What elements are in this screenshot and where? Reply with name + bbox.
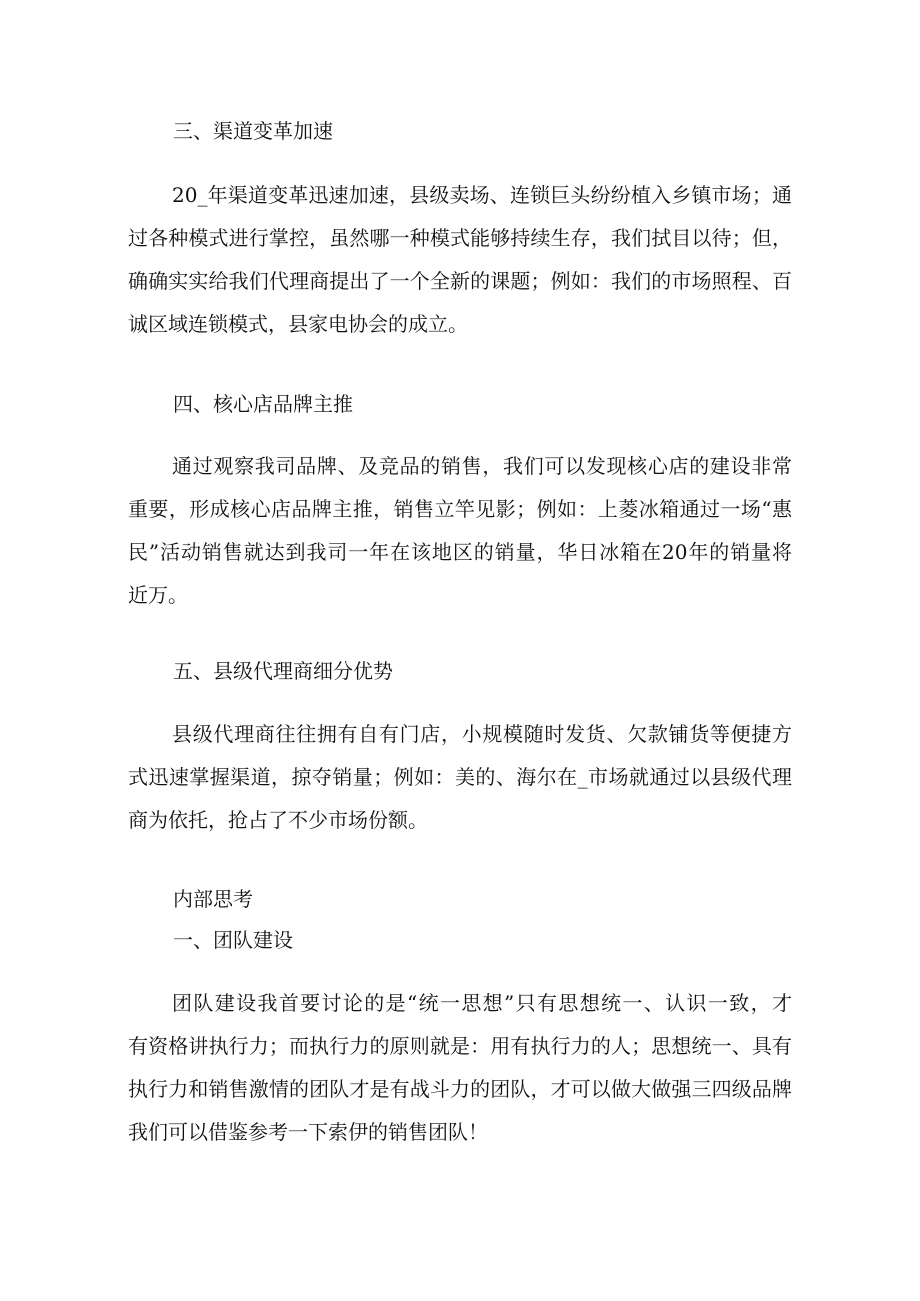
paragraph-line: 执行力和销售激情的团队才是有战斗力的团队，才可以做大做强三四级品牌 (128, 1077, 792, 1101)
paragraph-line: 民”活动销售就达到我司一年在该地区的销量，华日冰箱在20年的销量将 (128, 540, 792, 564)
paragraph-line: 有资格讲执行力；而执行力的原则就是：用有执行力的人；思想统一、具有 (128, 1034, 792, 1058)
section-heading-core-store-brand: 四、核心店品牌主推 (173, 392, 353, 416)
paragraph-line: 县级代理商往往拥有自有门店，小规模随时发货、欠款铺货等便捷方 (172, 722, 792, 746)
section-heading-internal-thinking: 内部思考 (173, 887, 253, 911)
paragraph-line: 重要，形成核心店品牌主推，销售立竿见影；例如：上菱冰箱通过一场“惠 (128, 497, 792, 521)
paragraph-line: 商为依托，抢占了不少市场份额。 (128, 808, 428, 832)
section-heading-county-agent-advantage: 五、县级代理商细分优势 (173, 659, 393, 683)
paragraph-channel-change (128, 174, 792, 346)
paragraph-core-store-brand (128, 445, 792, 617)
paragraph-line: 确确实实给我们代理商提出了一个全新的课题；例如：我们的市场照程、百 (128, 269, 792, 293)
paragraph-line: 20_年渠道变革迅速加速，县级卖场、连锁巨头纷纷植入乡镇市场；通 (172, 183, 792, 207)
paragraph-line: 团队建设我首要讨论的是“统一思想”只有思想统一、认识一致，才 (172, 991, 792, 1015)
paragraph-line: 我们可以借鉴参考一下索伊的销售团队！ (128, 1120, 488, 1144)
paragraph-line: 近万。 (128, 583, 188, 607)
paragraph-line: 过各种模式进行掌控，虽然哪一种模式能够持续生存，我们拭目以待；但， (128, 226, 792, 250)
paragraph-line: 诚区域连锁模式，县家电协会的成立。 (128, 312, 468, 336)
section-heading-team-building: 一、团队建设 (173, 928, 293, 952)
paragraph-county-agent-advantage (128, 713, 792, 842)
paragraph-line: 式迅速掌握渠道，掠夺销量；例如：美的、海尔在_市场就通过以县级代理 (128, 765, 792, 789)
paragraph-team-building (128, 982, 792, 1154)
section-heading-channel-change: 三、渠道变革加速 (173, 119, 333, 143)
paragraph-line: 通过观察我司品牌、及竞品的销售，我们可以发现核心店的建设非常 (172, 454, 792, 478)
